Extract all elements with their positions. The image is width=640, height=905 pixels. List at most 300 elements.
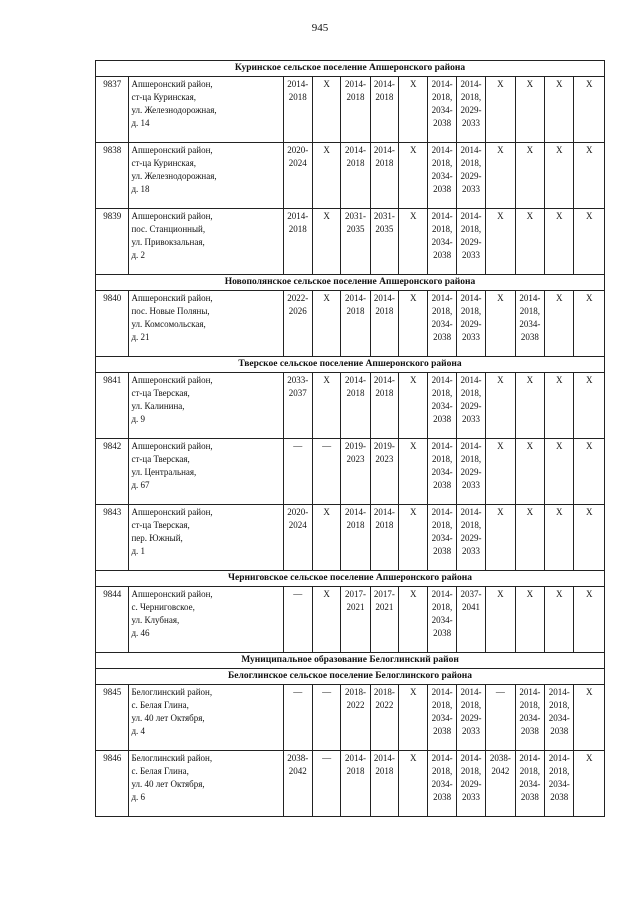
schedule-value: 2034-: [431, 467, 453, 477]
schedule-value: 2033: [462, 184, 481, 194]
schedule-cell: [312, 291, 340, 357]
schedule-value: X: [526, 375, 534, 385]
schedule-value: 2018,: [432, 388, 453, 398]
schedule-value: 2018,: [432, 306, 453, 316]
schedule-value: X: [497, 145, 504, 155]
schedule-value: 2034-: [431, 105, 453, 115]
address-line: ул. Калинина,: [131, 401, 185, 411]
schedule-cell: [312, 77, 340, 143]
schedule-value: X: [497, 589, 504, 599]
schedule-cell: [486, 209, 515, 275]
section-header-row: [96, 61, 605, 77]
schedule-value: 2020-: [287, 507, 309, 517]
schedule-cell: [486, 751, 515, 817]
schedule-cell: [574, 505, 605, 571]
schedule-value: 2018: [375, 306, 394, 316]
schedule-value: 2018: [288, 224, 307, 234]
schedule-value: 2033: [462, 118, 481, 128]
schedule-value: 2014-: [431, 687, 453, 697]
address-line: с. Белая Глина,: [131, 766, 189, 776]
schedule-value: 2042: [288, 766, 307, 776]
schedule-cell: [515, 143, 544, 209]
address-line: пос. Новые Поляны,: [131, 306, 210, 316]
address-line: ул. Комсомольская,: [131, 319, 206, 329]
schedule-value: 2014-: [431, 375, 453, 385]
section-title: Тверское сельское поселение Апшеронского района: [96, 357, 605, 373]
address-cell: [129, 373, 283, 439]
schedule-value: 2018,: [460, 224, 482, 234]
schedule-value: 2014-: [431, 211, 453, 221]
schedule-cell: [428, 685, 456, 751]
schedule-value: 2023: [346, 454, 365, 464]
schedule-value: 2014-: [373, 753, 395, 763]
address-line: Апшеронский район,: [131, 589, 213, 599]
schedule-value: 2034-: [431, 615, 453, 625]
schedule-cell: [515, 291, 544, 357]
schedule-cell: [341, 685, 370, 751]
schedule-value: 2033: [462, 250, 481, 260]
schedule-value: 2018,: [460, 700, 482, 710]
schedule-value: 2018,: [432, 766, 453, 776]
schedule-cell: [574, 209, 605, 275]
schedule-value: 2034-: [431, 779, 453, 789]
table-row: [96, 373, 605, 439]
schedule-value: 2038: [433, 332, 452, 342]
schedule-cell: [370, 587, 398, 653]
page-number: 945: [311, 22, 329, 34]
schedule-value: 2034-: [519, 713, 541, 723]
schedule-cell: [428, 439, 456, 505]
schedule-value: X: [497, 375, 504, 385]
table-row: [96, 751, 605, 817]
section-title: Белоглинское сельское поселение Белоглинского района: [96, 669, 605, 685]
row-number: 9842: [96, 439, 129, 505]
schedule-value: 2021: [375, 602, 394, 612]
schedule-value: X: [555, 293, 563, 303]
table-row: [96, 143, 605, 209]
schedule-value: 2018,: [432, 158, 453, 168]
schedule-value: X: [585, 507, 593, 517]
address-line: Апшеронский район,: [131, 441, 213, 451]
schedule-value: X: [323, 79, 330, 89]
schedule-value: 2018: [346, 388, 365, 398]
schedule-value: X: [526, 441, 534, 451]
schedule-value: X: [323, 145, 330, 155]
schedule-value: X: [526, 79, 534, 89]
schedule-cell: [486, 291, 515, 357]
schedule-value: X: [323, 589, 330, 599]
schedule-cell: [312, 685, 340, 751]
schedule-cell: [545, 587, 574, 653]
schedule-cell: [456, 143, 485, 209]
schedule-cell: [456, 209, 485, 275]
schedule-cell: [515, 77, 544, 143]
schedule-value: 2018,: [460, 388, 482, 398]
schedule-cell: [515, 505, 544, 571]
section-header-row: [96, 357, 605, 373]
address-cell: [129, 143, 283, 209]
schedule-cell: [428, 751, 456, 817]
schedule-cell: [428, 373, 456, 439]
schedule-value: 2014-: [431, 145, 453, 155]
schedule-cell: [574, 685, 605, 751]
schedule-cell: [574, 587, 605, 653]
schedule-value: 2038: [433, 250, 452, 260]
schedule-cell: [370, 209, 398, 275]
schedule-value: 2038: [433, 184, 452, 194]
address-line: ул. Железнодорожная,: [131, 105, 217, 115]
schedule-value: X: [555, 507, 563, 517]
schedule-value: 2031-: [345, 211, 366, 221]
schedule-value: 2014-: [460, 687, 482, 697]
schedule-cell: [399, 143, 428, 209]
schedule-value: X: [585, 375, 593, 385]
schedule-value: 2014-: [345, 293, 366, 303]
schedule-value: X: [497, 293, 504, 303]
table-row: [96, 685, 605, 751]
schedule-value: 2014-: [373, 375, 395, 385]
schedule-value: 2024: [288, 158, 307, 168]
schedule-value: 2018,: [519, 700, 540, 710]
schedule-value: X: [497, 79, 504, 89]
schedule-value: X: [585, 441, 593, 451]
schedule-cell: [312, 209, 340, 275]
schedule-value: X: [410, 293, 417, 303]
schedule-cell: [574, 291, 605, 357]
schedule-cell: [370, 373, 398, 439]
schedule-value: —: [322, 441, 332, 451]
schedule-cell: [283, 143, 312, 209]
schedule-value: 2020-: [287, 145, 309, 155]
schedule-cell: [312, 373, 340, 439]
address-line: Апшеронский район,: [131, 211, 213, 221]
schedule-value: 2014-: [431, 441, 453, 451]
schedule-value: X: [585, 687, 593, 697]
schedule-cell: [399, 685, 428, 751]
section-header-row: [96, 571, 605, 587]
schedule-value: 2018: [375, 766, 394, 776]
schedule-cell: [399, 505, 428, 571]
schedule-value: X: [323, 293, 330, 303]
schedule-value: 2038-: [489, 753, 511, 763]
schedule-value: 2018-: [373, 687, 395, 697]
schedule-cell: [283, 373, 312, 439]
schedule-cell: [341, 77, 370, 143]
address-line: д. 2: [131, 250, 146, 260]
schedule-value: 2022: [375, 700, 394, 710]
schedule-value: 2018: [346, 766, 365, 776]
schedule-value: 2018,: [432, 700, 453, 710]
schedule-value: 2034-: [431, 713, 453, 723]
schedule-value: 2019-: [373, 441, 395, 451]
address-line: Белоглинский район,: [131, 687, 213, 697]
address-line: д. 67: [131, 480, 150, 490]
schedule-cell: [370, 751, 398, 817]
address-cell: [129, 439, 283, 505]
schedule-value: X: [526, 589, 534, 599]
schedule-value: 2034-: [431, 533, 453, 543]
schedule-value: 2018,: [460, 92, 482, 102]
schedule-value: 2018,: [432, 602, 453, 612]
schedule-value: 2033: [462, 332, 481, 342]
schedule-cell: [515, 751, 544, 817]
schedule-value: X: [410, 211, 417, 221]
schedule-value: 2018,: [432, 92, 453, 102]
schedule-value: —: [293, 687, 303, 697]
schedule-cell: [456, 373, 485, 439]
schedule-value: 2018,: [432, 520, 453, 530]
table-row: [96, 77, 605, 143]
schedule-cell: [515, 209, 544, 275]
schedule-cell: [370, 439, 398, 505]
schedule-value: 2014-: [460, 441, 482, 451]
schedule-value: 2038: [433, 628, 452, 638]
schedule-value: 2018,: [549, 700, 570, 710]
schedule-value: 2014-: [431, 753, 453, 763]
schedule-value: 2018: [375, 158, 394, 168]
address-line: ул. Привокзальная,: [131, 237, 205, 247]
schedule-value: 2018-: [345, 687, 366, 697]
section-title: Куринское сельское поселение Апшеронского района: [96, 61, 605, 77]
schedule-cell: [312, 143, 340, 209]
schedule-value: 2018: [375, 520, 394, 530]
schedule-cell: [545, 291, 574, 357]
schedule-cell: [486, 439, 515, 505]
schedule-cell: [399, 291, 428, 357]
schedule-value: 2014-: [345, 145, 366, 155]
table-row: [96, 587, 605, 653]
schedule-value: 2018,: [460, 306, 482, 316]
schedule-value: X: [410, 79, 417, 89]
schedule-value: 2014-: [519, 753, 541, 763]
schedule-value: 2014-: [373, 293, 395, 303]
schedule-cell: [399, 439, 428, 505]
schedule-value: 2029-: [460, 401, 482, 411]
schedule-value: 2033: [462, 480, 481, 490]
schedule-value: 2019-: [345, 441, 366, 451]
schedule-value: X: [585, 293, 593, 303]
schedule-value: 2035: [346, 224, 365, 234]
schedule-cell: [341, 751, 370, 817]
schedule-value: 2014-: [287, 79, 309, 89]
schedule-value: 2034-: [431, 237, 453, 247]
schedule-cell: [574, 143, 605, 209]
schedule-value: X: [526, 507, 534, 517]
schedule-value: 2018,: [549, 766, 570, 776]
schedule-value: 2038: [433, 546, 452, 556]
schedule-value: 2014-: [345, 753, 366, 763]
address-line: Апшеронский район,: [131, 375, 213, 385]
table-row: [96, 291, 605, 357]
schedule-value: 2018,: [460, 158, 482, 168]
address-line: с. Белая Глина,: [131, 700, 189, 710]
schedule-cell: [456, 291, 485, 357]
schedule-value: 2018,: [432, 454, 453, 464]
schedule-value: 2033: [462, 726, 481, 736]
schedule-value: X: [555, 145, 563, 155]
address-cell: [129, 685, 283, 751]
address-cell: [129, 77, 283, 143]
schedule-value: 2018: [288, 92, 307, 102]
schedule-cell: [428, 143, 456, 209]
table-row: [96, 209, 605, 275]
schedule-cell: [515, 587, 544, 653]
schedule-cell: [428, 587, 456, 653]
schedule-value: 2017-: [345, 589, 366, 599]
schedule-value: 2042: [491, 766, 510, 776]
schedule-value: X: [497, 211, 504, 221]
address-line: д. 4: [131, 726, 146, 736]
schedule-value: 2038: [433, 118, 452, 128]
table-row: [96, 505, 605, 571]
address-cell: [129, 505, 283, 571]
schedule-value: 2038: [433, 414, 452, 424]
schedule-value: 2014-: [431, 293, 453, 303]
schedule-value: 2014-: [345, 79, 366, 89]
address-line: ул. Клубная,: [131, 615, 180, 625]
address-line: д. 1: [131, 546, 146, 556]
address-line: ст-ца Тверская,: [131, 520, 190, 530]
schedule-value: 2014-: [431, 79, 453, 89]
schedule-cell: [283, 439, 312, 505]
address-line: ст-ца Тверская,: [131, 388, 190, 398]
schedule-cell: [312, 439, 340, 505]
schedule-cell: [283, 751, 312, 817]
schedule-value: 2018: [346, 158, 365, 168]
schedule-cell: [486, 685, 515, 751]
schedule-cell: [283, 587, 312, 653]
schedule-value: 2034-: [548, 713, 570, 723]
schedule-value: 2014-: [460, 293, 482, 303]
schedule-value: 2018,: [519, 766, 540, 776]
schedule-value: 2038: [550, 792, 569, 802]
schedule-value: 2014-: [431, 589, 453, 599]
schedule-cell: [515, 373, 544, 439]
address-line: д. 9: [131, 414, 146, 424]
schedule-value: 2038: [520, 726, 539, 736]
schedule-value: X: [526, 145, 534, 155]
row-number: 9844: [96, 587, 129, 653]
schedule-value: 2038: [433, 792, 452, 802]
schedule-cell: [341, 587, 370, 653]
schedule-cell: [428, 291, 456, 357]
schedule-cell: [456, 685, 485, 751]
schedule-cell: [312, 751, 340, 817]
address-line: д. 14: [131, 118, 150, 128]
schedule-value: 2018,: [519, 306, 540, 316]
schedule-value: X: [497, 507, 504, 517]
schedule-cell: [456, 77, 485, 143]
section-header-row: [96, 275, 605, 291]
schedule-cell: [341, 143, 370, 209]
section-title: Муниципальное образование Белоглинский район: [96, 653, 605, 669]
schedule-value: —: [495, 687, 505, 697]
address-cell: [129, 291, 283, 357]
address-cell: [129, 587, 283, 653]
schedule-value: X: [555, 441, 563, 451]
schedule-value: 2034-: [519, 779, 541, 789]
schedule-value: 2041: [462, 602, 481, 612]
schedule-value: X: [410, 687, 417, 697]
schedule-value: 2018,: [460, 454, 482, 464]
schedule-cell: [370, 143, 398, 209]
schedule-value: 2038: [433, 480, 452, 490]
schedule-cell: [341, 373, 370, 439]
address-line: Апшеронский район,: [131, 507, 213, 517]
schedule-value: —: [293, 441, 303, 451]
schedule-cell: [456, 505, 485, 571]
schedule-value: 2014-: [287, 211, 309, 221]
schedule-cell: [574, 77, 605, 143]
schedule-cell: [545, 751, 574, 817]
schedule-value: 2037: [288, 388, 307, 398]
schedule-value: 2014-: [373, 145, 395, 155]
schedule-value: 2023: [375, 454, 394, 464]
schedule-value: X: [410, 441, 417, 451]
schedule-cell: [283, 209, 312, 275]
schedule-cell: [283, 291, 312, 357]
schedule-value: —: [293, 589, 303, 599]
section-title: Черниговское сельское поселение Апшеронского района: [96, 571, 605, 587]
schedule-value: 2018,: [432, 224, 453, 234]
address-line: ст-ца Тверская,: [131, 454, 190, 464]
schedule-value: 2033-: [287, 375, 309, 385]
schedule-cell: [486, 505, 515, 571]
row-number: 9845: [96, 685, 129, 751]
schedule-cell: [399, 587, 428, 653]
schedule-value: 2014-: [345, 507, 366, 517]
schedule-value: 2014-: [460, 211, 482, 221]
schedule-cell: [545, 505, 574, 571]
schedule-value: 2018,: [460, 520, 482, 530]
table-row: [96, 439, 605, 505]
schedule-cell: [545, 439, 574, 505]
schedule-value: 2033: [462, 546, 481, 556]
schedule-cell: [545, 143, 574, 209]
address-line: д. 6: [131, 792, 146, 802]
schedule-value: 2029-: [460, 171, 482, 181]
schedule-value: X: [410, 589, 417, 599]
schedule-cell: [428, 77, 456, 143]
schedule-value: X: [585, 211, 593, 221]
address-line: ст-ца Куринская,: [131, 158, 197, 168]
schedule-value: X: [410, 145, 417, 155]
schedule-cell: [341, 505, 370, 571]
schedule-value: X: [497, 441, 504, 451]
schedule-cell: [545, 373, 574, 439]
schedule-value: 2029-: [460, 319, 482, 329]
schedule-value: 2017-: [373, 589, 395, 599]
row-number: 9839: [96, 209, 129, 275]
schedule-value: 2022: [346, 700, 365, 710]
schedule-value: X: [555, 79, 563, 89]
schedule-value: 2029-: [460, 533, 482, 543]
schedule-cell: [574, 373, 605, 439]
schedule-value: 2014-: [460, 753, 482, 763]
schedule-value: 2021: [346, 602, 365, 612]
schedule-value: 2029-: [460, 237, 482, 247]
schedule-value: X: [323, 375, 330, 385]
schedule-cell: [545, 209, 574, 275]
schedule-cell: [370, 505, 398, 571]
schedule-cell: [283, 685, 312, 751]
schedule-cell: [399, 209, 428, 275]
schedule-cell: [456, 751, 485, 817]
schedule-cell: [486, 373, 515, 439]
address-line: Белоглинский район,: [131, 753, 213, 763]
schedule-value: 2038: [520, 792, 539, 802]
schedule-cell: [341, 439, 370, 505]
